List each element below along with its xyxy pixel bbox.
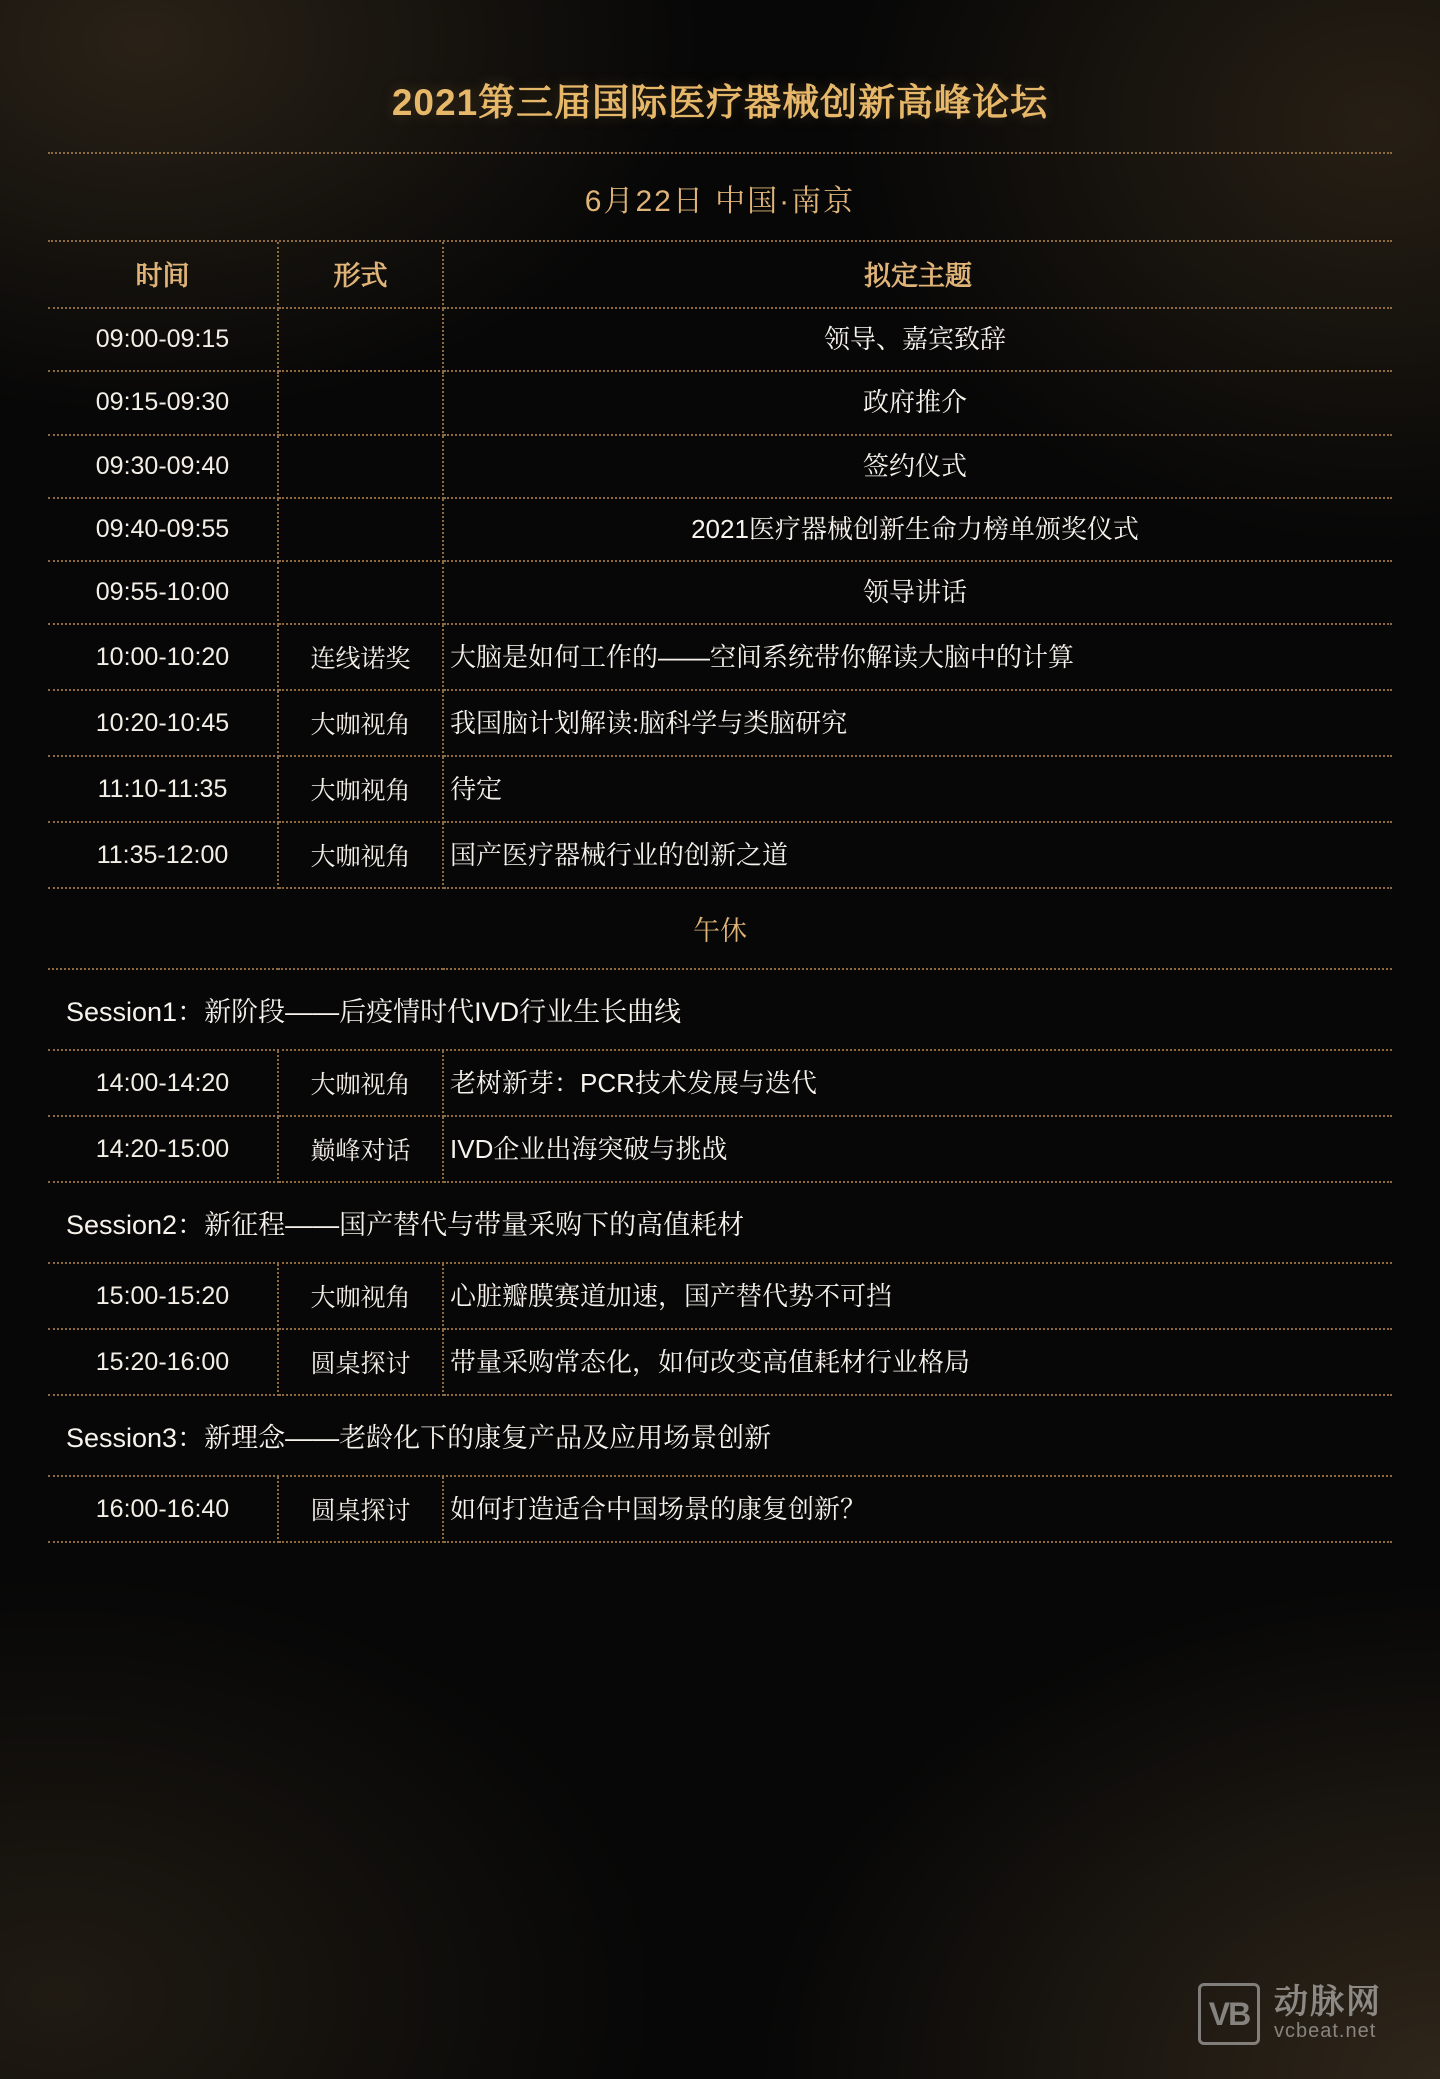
session-header-row bbox=[48, 969, 1392, 1050]
cell-time: 15:00-15:20 bbox=[48, 1263, 278, 1329]
table-row bbox=[48, 1329, 1392, 1395]
cell-time: 09:00-09:15 bbox=[48, 308, 278, 371]
session-label: Session3：新理念——老龄化下的康复产品及应用场景创新 bbox=[48, 1395, 1392, 1476]
cell-topic: 我国脑计划解读:脑科学与类脑研究 bbox=[443, 690, 1392, 756]
column-header-time: 时间 bbox=[48, 242, 278, 308]
cell-time: 10:20-10:45 bbox=[48, 690, 278, 756]
table-header-row bbox=[48, 242, 1392, 308]
cell-time: 09:15-09:30 bbox=[48, 371, 278, 434]
break-label: 午休 bbox=[48, 888, 1392, 969]
cell-topic: 带量采购常态化，如何改变高值耗材行业格局 bbox=[443, 1329, 1392, 1395]
cell-time: 14:20-15:00 bbox=[48, 1116, 278, 1182]
watermark-text bbox=[1274, 1982, 1382, 2044]
cell-format: 大咖视角 bbox=[278, 756, 443, 822]
cell-topic: 国产医疗器械行业的创新之道 bbox=[443, 822, 1392, 888]
cell-time: 11:35-12:00 bbox=[48, 822, 278, 888]
cell-format: 巅峰对话 bbox=[278, 1116, 443, 1182]
cell-format: 圆桌探讨 bbox=[278, 1476, 443, 1542]
table-row bbox=[48, 822, 1392, 888]
column-header-format: 形式 bbox=[278, 242, 443, 308]
column-header-topic: 拟定主题 bbox=[443, 242, 1392, 308]
cell-format: 大咖视角 bbox=[278, 690, 443, 756]
table-row bbox=[48, 1116, 1392, 1182]
cell-topic: 2021医疗器械创新生命力榜单颁奖仪式 bbox=[443, 498, 1392, 561]
cell-topic: 如何打造适合中国场景的康复创新？ bbox=[443, 1476, 1392, 1542]
table-row bbox=[48, 308, 1392, 371]
cell-topic: 待定 bbox=[443, 756, 1392, 822]
cell-topic: 老树新芽：PCR技术发展与迭代 bbox=[443, 1050, 1392, 1116]
agenda-table bbox=[48, 242, 1392, 1543]
cell-topic: 领导讲话 bbox=[443, 561, 1392, 624]
cell-topic: 大脑是如何工作的——空间系统带你解读大脑中的计算 bbox=[443, 624, 1392, 690]
cell-topic: 领导、嘉宾致辞 bbox=[443, 308, 1392, 371]
cell-format bbox=[278, 371, 443, 434]
cell-time: 09:55-10:00 bbox=[48, 561, 278, 624]
cell-time: 15:20-16:00 bbox=[48, 1329, 278, 1395]
watermark-badge: VB bbox=[1198, 1983, 1260, 2045]
session-header-row bbox=[48, 1395, 1392, 1476]
cell-format: 连线诺奖 bbox=[278, 624, 443, 690]
cell-format bbox=[278, 308, 443, 371]
table-row bbox=[48, 371, 1392, 434]
cell-topic: 签约仪式 bbox=[443, 435, 1392, 498]
agenda-body bbox=[48, 308, 1392, 1542]
cell-format bbox=[278, 498, 443, 561]
cell-time: 10:00-10:20 bbox=[48, 624, 278, 690]
cell-format bbox=[278, 561, 443, 624]
table-row bbox=[48, 756, 1392, 822]
cell-topic: 心脏瓣膜赛道加速，国产替代势不可挡 bbox=[443, 1263, 1392, 1329]
cell-format: 大咖视角 bbox=[278, 1050, 443, 1116]
table-row bbox=[48, 435, 1392, 498]
watermark-name-en: vcbeat.net bbox=[1274, 2020, 1377, 2043]
table-row bbox=[48, 1050, 1392, 1116]
cell-format: 大咖视角 bbox=[278, 1263, 443, 1329]
cell-time: 16:00-16:40 bbox=[48, 1476, 278, 1542]
cell-format: 大咖视角 bbox=[278, 822, 443, 888]
table-row bbox=[48, 561, 1392, 624]
cell-format bbox=[278, 435, 443, 498]
session-label: Session2：新征程——国产替代与带量采购下的高值耗材 bbox=[48, 1182, 1392, 1263]
table-row bbox=[48, 1263, 1392, 1329]
event-subtitle: 6月22日 中国·南京 bbox=[584, 185, 856, 218]
cell-topic: 政府推介 bbox=[443, 371, 1392, 434]
cell-time: 11:10-11:35 bbox=[48, 756, 278, 822]
session-label: Session1：新阶段——后疫情时代IVD行业生长曲线 bbox=[48, 969, 1392, 1050]
table-row bbox=[48, 690, 1392, 756]
cell-time: 09:40-09:55 bbox=[48, 498, 278, 561]
cell-topic: IVD企业出海突破与挑战 bbox=[443, 1116, 1392, 1182]
cell-format: 圆桌探讨 bbox=[278, 1329, 443, 1395]
table-row bbox=[48, 1476, 1392, 1542]
page-title: 2021第三届国际医疗器械创新高峰论坛 bbox=[391, 82, 1049, 123]
watermark bbox=[1198, 1983, 1382, 2045]
session-header-row bbox=[48, 1182, 1392, 1263]
table-row bbox=[48, 624, 1392, 690]
break-row bbox=[48, 888, 1392, 969]
watermark-name-cn: 动脉网 bbox=[1274, 1982, 1382, 2021]
cell-time: 09:30-09:40 bbox=[48, 435, 278, 498]
table-row bbox=[48, 498, 1392, 561]
cell-time: 14:00-14:20 bbox=[48, 1050, 278, 1116]
